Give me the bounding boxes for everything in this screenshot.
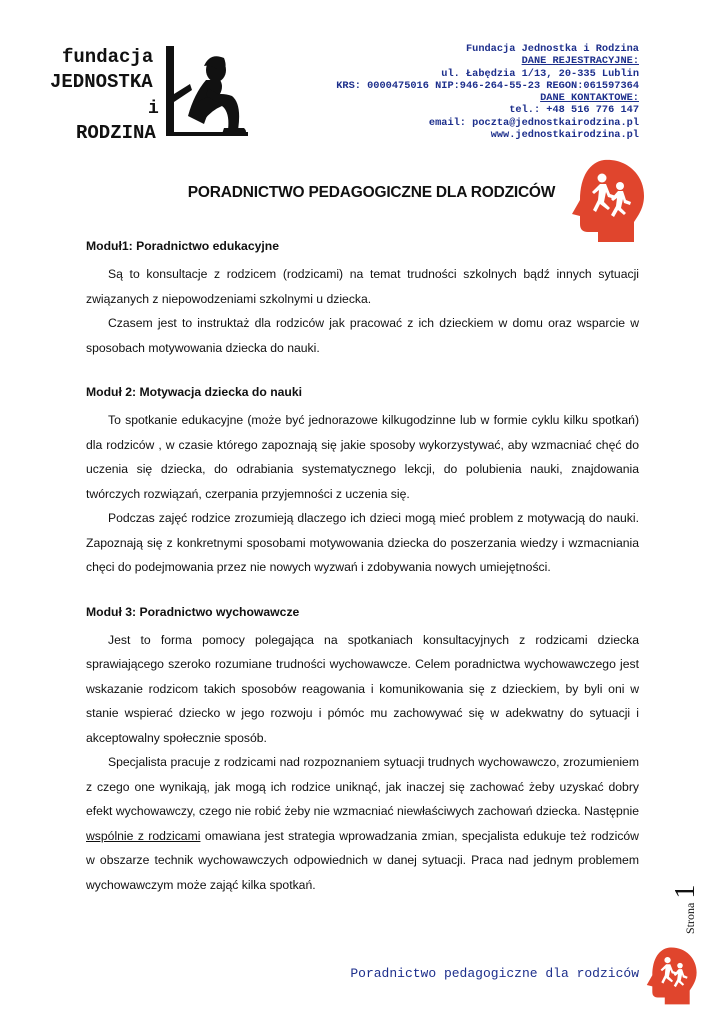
page-label: Strona: [683, 902, 697, 934]
spacer: [86, 580, 639, 604]
section-heading: Moduł 3: Poradnictwo wychowawcze: [86, 604, 300, 619]
paragraph: Jest to forma pomocy polegająca na spotkaniach konsultacyjnych z rodzicami dziecka sprawiającego szeroko rozumiane trudności wychowawcze. Celem poradnictwa wychowawczego jest wskazanie rodzicom takich sposobów reagowania i komunikowania się z dzieckiem, by byli oni w stanie wspierać dziecko w jego rozwoju i pómóc mu zachowywać się w adekwatny do sytuacji i akceptowalny społecznie sposób.: [86, 632, 639, 745]
contact-heading: DANE KONTAKTOWE:: [540, 92, 639, 105]
head-running-figures-icon: [568, 158, 646, 244]
paragraph: Są to konsultacje z rodzicem (rodzicami) na temat trudności szkolnych bądź innych sytuacji związanych z niepowodzeniami szkolnymi u dziecka.: [86, 267, 639, 306]
page-title: PORADNICTWO PEDAGOGICZNE DLA RODZICÓW: [187, 184, 556, 201]
logo-line-fundacja: fundacja: [62, 46, 154, 68]
logo-line-jednostka: JEDNOSTKA: [50, 71, 153, 93]
foundation-logo: [46, 44, 251, 144]
page-number-block: [670, 870, 700, 940]
seated-person-icon: [164, 44, 250, 140]
document-body: [86, 238, 639, 897]
section-module-1: [86, 238, 639, 360]
logo-line-i: i: [148, 99, 159, 119]
footer-running-title: Poradnictwo pedagogiczne dla rodziców: [350, 966, 639, 981]
registration-heading: DANE REJESTRACYJNE:: [521, 55, 639, 68]
website-link[interactable]: www.jednostkairodzina.pl: [490, 129, 639, 142]
section-module-2: [86, 384, 639, 580]
paragraph: To spotkanie edukacyjne (może być jednorazowe kilkugodzinne lub w formie cyklu kilku spotkań) dla rodziców , w czasie którego zapoznają się jakie sposoby wykorzystywać, aby wzmacniać chęć do uczenia się dziecka, do odrabiania systematycznego lekcji, do polubienia nauki, znajdowania twórczych rozwiązań, czerpania przyjemności z uczenia się.: [86, 413, 639, 501]
phone: tel.: +48 516 776 147: [509, 104, 639, 117]
page-number: 1: [670, 884, 701, 899]
org-name: Fundacja Jednostka i Rodzina: [465, 43, 639, 55]
email-link[interactable]: email: poczta@jednostkairodzina.pl: [428, 116, 639, 129]
paragraph: [86, 750, 639, 897]
head-running-figures-icon: [644, 946, 698, 1006]
paragraph: Czasem jest to instruktaż dla rodziców jak pracować z ich dzieckiem w domu oraz wsparcie w sposobach motywowania dziecka do nauki.: [86, 316, 639, 355]
krs-nip-regon: KRS: 0000475016 NIP:946-264-55-23 REGON:061597364: [336, 79, 639, 92]
spacer: [86, 360, 639, 384]
paragraph-text: Specjalista pracuje z rodzicami nad rozpoznaniem sytuacji trudnych wychowawczo, zrozumieniem z czego one wynikają, jak mogą ich rodzice uniknąć, jak inaczej się zachować żeby uzyskać dobry efekt wychowawczy, czego nie robić żeby nie wzmacniać niewłaściwych zachowań dziecka. Następnie: [86, 755, 639, 818]
paragraph: Podczas zajęć rodzice zrozumieją dlaczego ich dzieci mogą mieć problem z motywacją do nauki. Zapoznają się z konkretnymi sposobami motywowania dziecka do poszerzania wiedzy i wzmacniania chęci do podejmowania przez nie nowych wyzwań i zdobywania nowych umiejętności.: [86, 511, 639, 574]
paragraph-text: omawiana jest strategia wprowadzania zmian, specjalista edukuje też rodziców w obszarze technik wychowawczych odpowiednich w danej sytuacji. Praca nad jednym problemem wychowawczym może zająć kilka spotkań.: [86, 828, 639, 892]
contact-block: [336, 43, 639, 141]
address: ul. Łabędzia 1/13, 20-335 Lublin: [441, 67, 639, 80]
section-heading: Moduł 2: Motywacja dziecka do nauki: [86, 385, 303, 399]
section-module-3: [86, 604, 639, 898]
underlined-phrase: wspólnie z rodzicami: [86, 828, 201, 843]
logo-line-rodzina: RODZINA: [76, 122, 156, 144]
section-heading: Moduł1: Poradnictwo edukacyjne: [86, 239, 280, 253]
